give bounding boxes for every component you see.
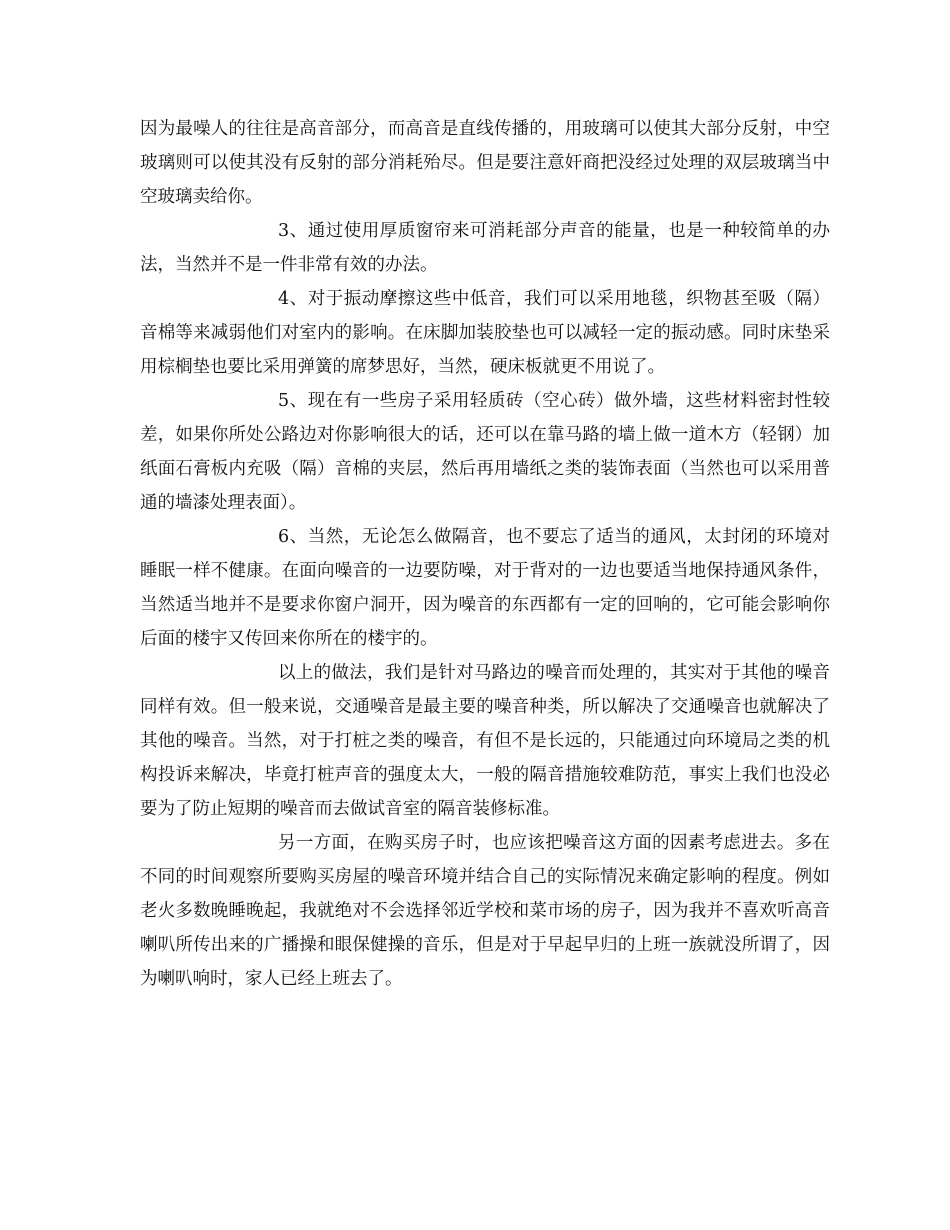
paragraph-continuation: 因为最噪人的往往是高音部分，而高音是直线传播的，用玻璃可以使其大部分反射，中空玻璃则可以使其没有反射的部分消耗殆尽。但是要注意奸商把没经过处理的双层玻璃当中空玻璃卖给你。 [140, 119, 830, 207]
paragraph-buying-advice: 另一方面，在购买房子时，也应该把噪音这方面的因素考虑进去。多在不同的时间观察所要购买房屋的噪音环境并结合自己的实际情况来确定影响的程度。例如老火多数晚睡晚起，我就绝对不会选择邻近学校和菜市场的房子，因为我并不喜欢听高音喇叭所传出来的广播操和眼保健操的音乐，但是对于早起早归的上班一族就没所谓了，因为喇叭响时，家人已经上班去了。 [140, 833, 830, 989]
paragraph-summary: 以上的做法，我们是针对马路边的噪音而处理的，其实对于其他的噪音同样有效。但一般来说，交通噪音是最主要的噪音种类，所以解决了交通噪音也就解决了其他的噪音。当然，对于打桩之类的噪音，有但不是长远的，只能通过向环境局之类的机构投诉来解决，毕竟打桩声音的强度太大，一般的隔音措施较难防范，事实上我们也没必要为了防止短期的噪音而去做试音室的隔音装修标准。 [140, 663, 830, 819]
paragraph-item-3: 3、通过使用厚质窗帘来可消耗部分声音的能量，也是一种较简单的办法，当然并不是一件非常有效的办法。 [140, 221, 830, 275]
body-text [140, 112, 830, 996]
paragraph-item-5: 5、现在有一些房子采用轻质砖（空心砖）做外墙，这些材料密封性较差，如果你所处公路边对你影响很大的话，还可以在靠马路的墙上做一道木方（轻钢）加纸面石膏板内充吸（隔）音棉的夹层，然后再用墙纸之类的装饰表面（当然也可以采用普通的墙漆处理表面）。 [140, 391, 830, 513]
paragraph-item-6: 6、当然，无论怎么做隔音，也不要忘了适当的通风，太封闭的环境对睡眠一样不健康。在面向噪音的一边要防噪，对于背对的一边也要适当地保持通风条件，当然适当地并不是要求你窗户洞开，因为噪音的东西都有一定的回响的，它可能会影响你后面的楼宇又传回来你所在的楼宇的。 [140, 527, 830, 649]
paragraph-item-4: 4、对于振动摩擦这些中低音，我们可以采用地毯，织物甚至吸（隔）音棉等来减弱他们对室内的影响。在床脚加装胶垫也可以减轻一定的振动感。同时床垫采用棕榈垫也要比采用弹簧的席梦思好，当然，硬床板就更不用说了。 [140, 289, 830, 377]
